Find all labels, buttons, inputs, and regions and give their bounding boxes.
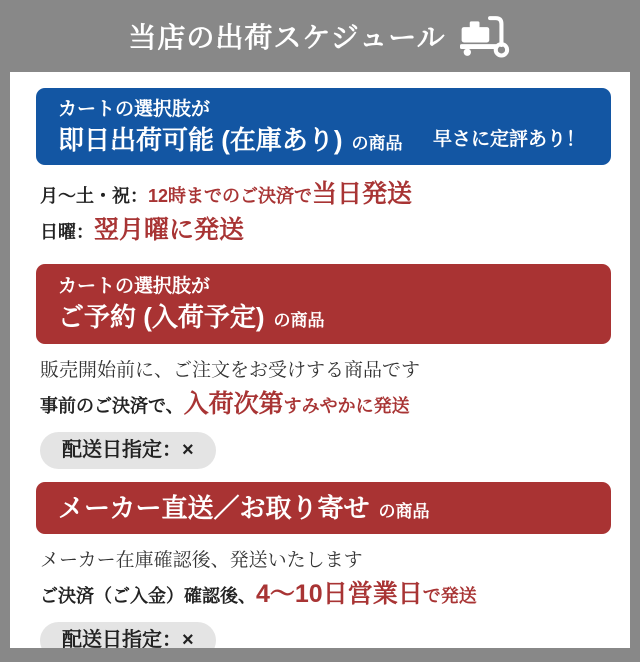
banner-immediate-suffix: の商品 bbox=[351, 133, 403, 153]
content-panel bbox=[10, 72, 630, 648]
weekday-result: 当日発送 bbox=[312, 180, 413, 208]
preorder-description: 販売開始前に、ご注文をお受けする商品です bbox=[40, 360, 421, 381]
preorder-info-row bbox=[40, 354, 630, 388]
dropship-info-row bbox=[40, 544, 630, 578]
banner-preorder-line1: カートの選択肢が bbox=[58, 276, 211, 297]
banner-preorder-text bbox=[58, 274, 325, 334]
sunday-shipping-row bbox=[40, 214, 630, 250]
banner-immediate-line1: カートの選択肢が bbox=[58, 98, 211, 120]
banner-immediate-highlight: 即日出荷可能 (在庫あり) bbox=[58, 124, 343, 155]
preorder-details bbox=[40, 354, 630, 424]
preorder-shipping-row bbox=[40, 388, 630, 424]
luggage-cart-icon bbox=[460, 13, 512, 59]
banner-dropship-highlight: メーカー直送／お取り寄せ bbox=[58, 493, 370, 523]
preorder-condition-label: 事前のご決済で、 bbox=[40, 396, 184, 416]
dropship-description: メーカー在庫確認後、発送いたします bbox=[40, 550, 363, 571]
banner-immediate-text bbox=[58, 97, 403, 157]
weekday-condition: 12時までのご決済で bbox=[148, 186, 313, 206]
banner-immediate-note: 早さに定評あり！ bbox=[432, 129, 585, 150]
banner-preorder-suffix: の商品 bbox=[273, 311, 325, 330]
banner-immediate-shipping bbox=[36, 88, 611, 165]
weekday-shipping-row bbox=[40, 178, 630, 214]
sunday-result: 翌月曜に発送 bbox=[94, 216, 245, 244]
dropship-result-big: 4〜10日営業日 bbox=[256, 580, 423, 608]
sunday-label: 日曜： bbox=[40, 222, 94, 242]
dropship-shipping-row bbox=[40, 578, 630, 614]
banner-preorder bbox=[36, 264, 611, 344]
page-title: 当店の出荷スケジュール bbox=[128, 22, 446, 53]
preorder-result-tail: すみやかに発送 bbox=[283, 396, 410, 416]
delivery-date-badge-preorder: 配送日指定：× bbox=[40, 432, 216, 469]
dropship-details bbox=[40, 544, 630, 614]
dropship-condition-label: ご決済（ご入金）確認後、 bbox=[40, 586, 256, 606]
banner-dropship-suffix: の商品 bbox=[378, 502, 430, 521]
weekday-label: 月〜土・祝： bbox=[40, 186, 148, 206]
immediate-shipping-details bbox=[40, 178, 630, 250]
banner-dropship bbox=[36, 482, 611, 534]
dropship-result-tail: で発送 bbox=[422, 586, 477, 606]
preorder-result-big: 入荷次第 bbox=[183, 390, 284, 418]
header bbox=[0, 0, 640, 72]
banner-dropship-text bbox=[58, 491, 429, 525]
delivery-date-badge-dropship: 配送日指定：× bbox=[40, 622, 216, 648]
banner-preorder-highlight: ご予約 (入荷予定) bbox=[58, 302, 265, 332]
